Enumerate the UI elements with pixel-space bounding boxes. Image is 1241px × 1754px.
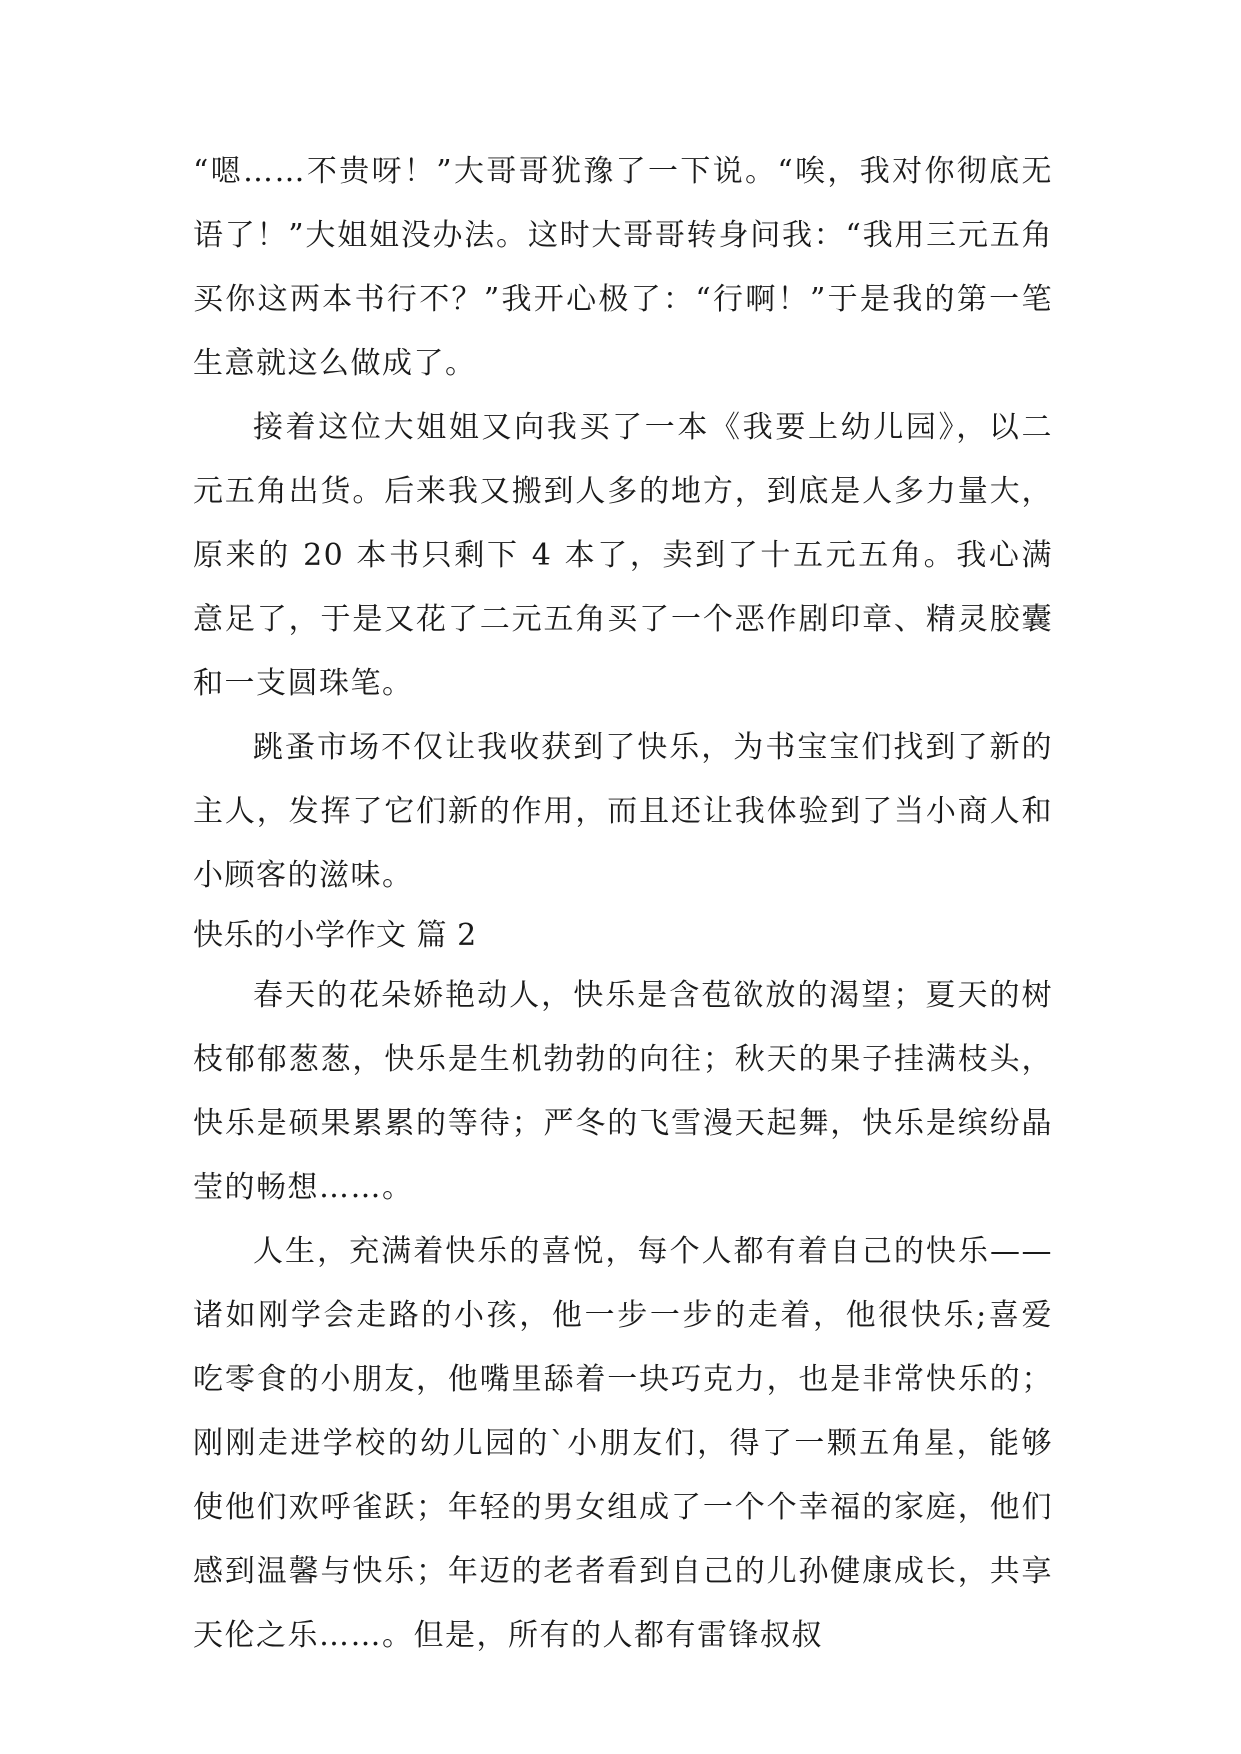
paragraph-flea-market-summary: 跳蚤市场不仅让我收获到了快乐，为书宝宝们找到了新的主人，发挥了它们新的作用，而且还让我体验到了当小商人和小顾客的滋味。 (193, 730, 1053, 893)
document-page (193, 140, 1053, 1668)
paragraph-sales: 接着这位大姐姐又向我买了一本《我要上幼儿园》，以二元五角出货。后来我又搬到人多的地方，到底是人多力量大，原来的 20 本书只剩下 4 本了，卖到了十五元五角。我心满意足了，于是又花了二元五角买了一个恶作剧印章、精灵胶囊和一支圆珠笔。 (193, 410, 1053, 701)
paragraph-dialogue: “嗯……不贵呀！”大哥哥犹豫了一下说。“唉，我对你彻底无语了！”大姐姐没办法。这时大哥哥转身问我：“我用三元五角买你这两本书行不？”我开心极了：“行啊！”于是我的第一笔生意就这么做成了。 (193, 154, 1053, 381)
paragraph-seasons: 春天的花朵娇艳动人，快乐是含苞欲放的渴望；夏天的树枝郁郁葱葱，快乐是生机勃勃的向往；秋天的果子挂满枝头，快乐是硕果累累的等待；严冬的飞雪漫天起舞，快乐是缤纷晶莹的畅想……。 (193, 978, 1053, 1205)
paragraph-life-happiness: 人生，充满着快乐的喜悦，每个人都有着自己的快乐——诸如刚学会走路的小孩，他一步一步的走着，他很快乐;喜爱吃零食的小朋友，他嘴里舔着一块巧克力，也是非常快乐的；刚刚走进学校的幼儿园的`小朋友们，得了一颗五角星，能够使他们欢呼雀跃；年轻的男女组成了一个个幸福的家庭，他们感到温馨与快乐；年迈的老者看到自己的儿孙健康成长，共享天伦之乐……。但是，所有的人都有雷锋叔叔 (193, 1234, 1053, 1653)
section-title: 快乐的小学作文 篇 2 (193, 918, 477, 953)
